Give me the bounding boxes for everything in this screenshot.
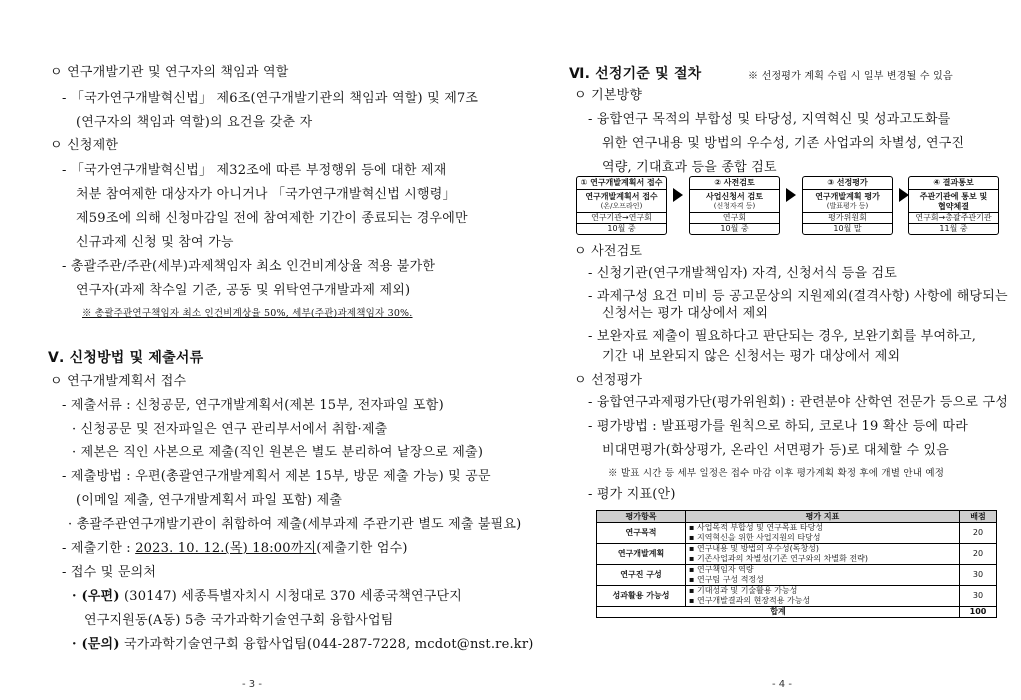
text-line: 신규과제 신청 및 참여 가능 (76, 235, 234, 250)
contact-line (72, 636, 534, 654)
step-subdesc: (온/오프라인) (600, 202, 643, 210)
indicator-item: ▪ 연구책임자 역량 (689, 565, 754, 574)
table-row (597, 523, 997, 544)
deadline-note: (제출기한 엄수) (316, 541, 408, 556)
note-line: ※ 총괄주관연구책임자 최소 인건비계상율 50%, 세부(주관)과제책임자 30%. (82, 308, 413, 319)
mail-line (72, 588, 462, 606)
step-timing: 10월 중 (690, 223, 779, 234)
table-row (597, 586, 997, 607)
process-step (908, 176, 999, 235)
text-line: 위한 연구내용 및 방법의 우수성, 기존 사업과의 차별성, 연구진 (602, 136, 965, 151)
step-owner: 연구회 (690, 212, 779, 223)
indicator-cell (686, 523, 960, 544)
section-bullet: ㅇ 신청제한 (50, 138, 119, 153)
score-cell: 20 (960, 544, 997, 565)
score-cell: 30 (960, 586, 997, 607)
indicator-item: ▪ 연구팀 구성 적정성 (689, 575, 764, 584)
total-score: 100 (960, 607, 997, 618)
step-owner: 연구회→총괄주관기관 (909, 212, 998, 223)
indicator-cell (686, 544, 960, 565)
process-step (802, 176, 893, 235)
indicator-item: ▪ 연구개발결과의 현장적용 가능성 (689, 596, 811, 605)
indicator-cell (686, 565, 960, 586)
step-timing: 10월 말 (803, 223, 892, 234)
category-cell: 연구진 구성 (597, 565, 686, 586)
text-line: 연구지원동(A동) 5층 국가과학기술연구회 융합사업팀 (84, 613, 394, 628)
step-desc: 연구개발계획서 접수 (585, 192, 658, 201)
text-line: - 신청기관(연구개발책임자) 자격, 신청서식 등을 검토 (588, 266, 898, 281)
text-line: (이메일 제출, 연구개발계획서 파일 포함) 제출 (76, 493, 343, 508)
step-timing: 11월 중 (909, 223, 998, 234)
category-cell: 성과활용 가능성 (597, 586, 686, 607)
text-line: - 평가방법 : 발표평가를 원칙으로 하되, 코로나 19 확산 등에 따라 (588, 419, 968, 434)
step-owner: 연구기관→연구회 (577, 212, 666, 223)
section-heading: Ⅴ. 신청방법 및 제출서류 (48, 350, 204, 366)
step-subdesc: (발표평가 등) (826, 202, 869, 210)
deadline-line (62, 540, 408, 558)
text-line: · 총괄주관연구개발기관이 취합하여 제출(세부과제 주관기관 별도 제출 불필요) (68, 517, 522, 532)
text-line: - 과제구성 요건 미비 등 공고문상의 지원제외(결격사항) 사항에 해당되는 (588, 289, 1008, 304)
step-subdesc: 협약체결 (938, 202, 969, 211)
total-label: 합계 (597, 607, 960, 618)
category-cell: 연구목적 (597, 523, 686, 544)
section-heading: Ⅵ. 선정기준 및 절차 (569, 66, 702, 82)
table-header: 배점 (960, 511, 997, 523)
step-title: ③ 선정평가 (803, 177, 892, 190)
page-4 (510, 0, 1021, 700)
text-line: (연구자의 책임과 역할)의 요건을 갖춘 자 (76, 115, 313, 130)
table-row (597, 544, 997, 565)
step-title: ④ 결과통보 (909, 177, 998, 190)
section-bullet: ㅇ 기본방향 (574, 88, 643, 103)
evaluation-table (596, 510, 997, 618)
text-line: - 「국가연구개발혁신법」 제6조(연구개발기관의 책임과 역할) 및 제7조 (62, 91, 479, 106)
process-step (576, 176, 667, 235)
text-line: 기간 내 보완되지 않은 신청서는 평가 대상에서 제외 (602, 349, 901, 364)
step-desc: 주관기관에 통보 및 (919, 192, 988, 201)
arrow-right-icon (673, 188, 683, 202)
step-desc: 사업신청서 검토 (706, 192, 763, 201)
text-line: - 보완자료 제출이 필요하다고 판단되는 경우, 보완기회를 부여하고, (588, 329, 977, 344)
text-line: 처분 참여제한 대상자가 아니거나 「국가연구개발혁신법 시행령」 (76, 187, 456, 202)
mail-address: (30147) 세종특별자치시 시청대로 370 세종국책연구단지 (119, 589, 463, 604)
text-line: - 제출방법 : 우편(총괄연구개발계획서 제본 15부, 방문 제출 가능) 및 공문 (62, 469, 491, 484)
deadline-label: - 제출기한 : (62, 541, 136, 556)
text-line: - 융합연구과제평가단(평가위원회) : 관련분야 산학연 전문가 등으로 구성 (588, 395, 1009, 410)
step-subdesc: (신청자격 등) (713, 202, 756, 210)
step-desc: 연구개발계획 평가 (815, 192, 880, 201)
contact-label: · (문의) (72, 637, 120, 652)
text-line: - 접수 및 문의처 (62, 565, 157, 580)
process-step (689, 176, 780, 235)
table-header: 평가항목 (597, 511, 686, 523)
indicator-item: ▪ 기대성과 및 기술활용 가능성 (689, 586, 798, 595)
section-bullet: ㅇ 선정평가 (574, 373, 643, 388)
text-line: 연구자(과제 착수일 기준, 공동 및 위탁연구개발과제 제외) (76, 283, 411, 298)
indicator-cell (686, 586, 960, 607)
table-row (597, 565, 997, 586)
note-line: ※ 발표 시간 등 세부 일정은 접수 마감 이후 평가계획 확정 후에 개별 안내 예정 (608, 468, 945, 479)
arrow-right-icon (786, 188, 796, 202)
text-line: - 융합연구 목적의 부합성 및 타당성, 지역혁신 및 성과고도화를 (588, 112, 951, 127)
indicator-item: ▪ 지역혁신을 위한 사업지원의 타당성 (689, 533, 821, 542)
text-line: - 총괄주관/주관(세부)과제책임자 최소 인건비계상율 적용 불가한 (62, 259, 436, 274)
section-bullet: ㅇ 연구개발기관 및 연구자의 책임과 역할 (50, 65, 289, 80)
contact-info: 국가과학기술연구회 융합사업팀(044-287-7228, mcdot@nst.re.kr) (119, 637, 534, 652)
table-header: 평가 지표 (686, 511, 960, 523)
table-total-row (597, 607, 997, 618)
score-cell: 30 (960, 565, 997, 586)
page-number: - 3 - (242, 679, 262, 690)
mail-label: · (우편) (72, 589, 120, 604)
heading-note: ※ 선정평가 계획 수립 시 일부 변경될 수 있음 (748, 71, 953, 82)
text-line: - 「국가연구개발혁신법」 제32조에 따른 부정행위 등에 대한 제재 (62, 163, 447, 178)
indicator-item: ▪ 기존사업과의 차별성(기존 연구와의 차별화 전략) (689, 554, 868, 563)
text-line: · 신청공문 및 전자파일은 연구 관리부서에서 취합·제출 (72, 422, 388, 437)
page-number: - 4 - (772, 679, 792, 690)
table-header-row (597, 511, 997, 523)
text-line: · 제본은 직인 사본으로 제출(직인 원본은 별도 분리하여 낱장으로 제출) (72, 445, 484, 460)
step-timing: 10월 중 (577, 223, 666, 234)
step-title: ① 연구개발계획서 접수 (577, 177, 666, 190)
text-line: 역량, 기대효과 등을 종합 검토 (602, 160, 777, 175)
text-line: 신청서는 평가 대상에서 제외 (602, 306, 769, 321)
text-line: - 제출서류 : 신청공문, 연구개발계획서(제본 15부, 전자파일 포함) (62, 398, 444, 413)
indicator-item: ▪ 사업목적 부합성 및 연구목표 타당성 (689, 523, 824, 532)
step-title: ② 사전검토 (690, 177, 779, 190)
text-line: - 평가 지표(안) (588, 487, 676, 502)
text-line: 비대면평가(화상평가, 온라인 서면평가 등)로 대체할 수 있음 (602, 443, 950, 458)
text-line: 제59조에 의해 신청마감일 전에 참여제한 기간이 종료되는 경우에만 (76, 211, 468, 226)
category-cell: 연구개발계획 (597, 544, 686, 565)
step-owner: 평가위원회 (803, 212, 892, 223)
score-cell: 20 (960, 523, 997, 544)
section-bullet: ㅇ 사전검토 (574, 244, 643, 259)
section-bullet: ㅇ 연구개발계획서 접수 (50, 374, 187, 389)
indicator-item: ▪ 연구내용 및 방법의 우수성(독창성) (689, 544, 820, 553)
deadline-date: 2023. 10. 12.(목) 18:00까지 (135, 541, 317, 556)
